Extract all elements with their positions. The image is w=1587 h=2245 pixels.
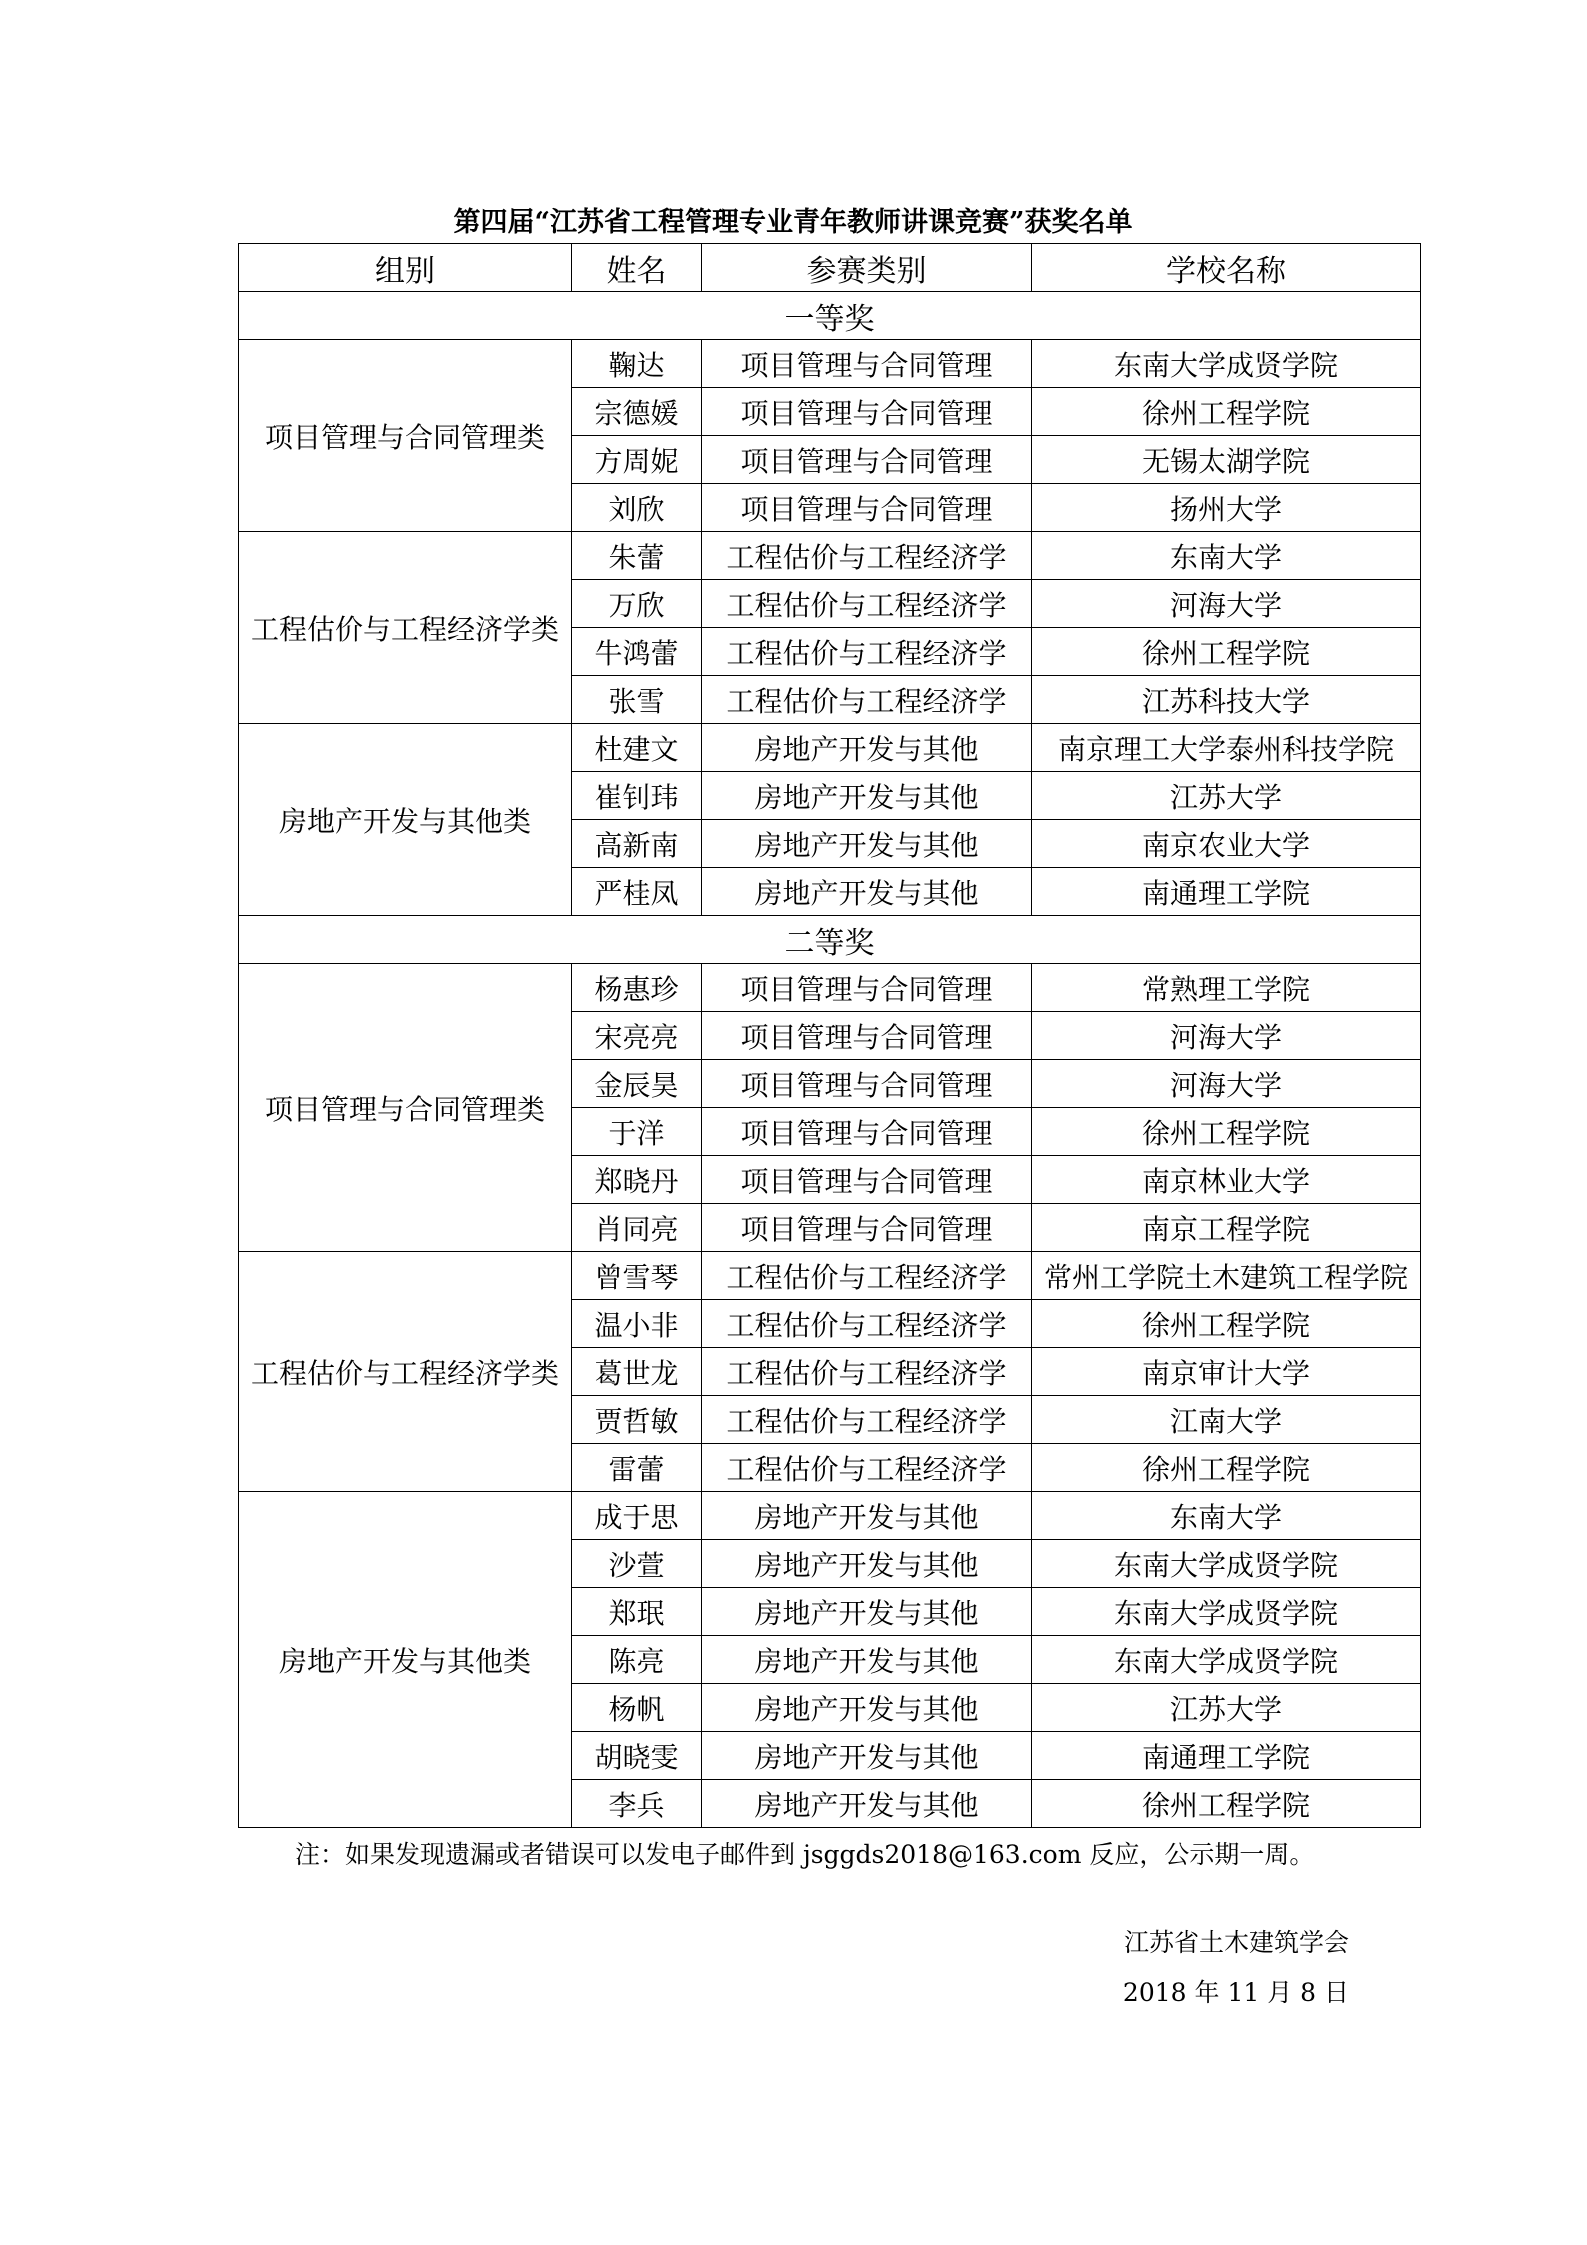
school-cell: 南京理工大学泰州科技学院 [1032,724,1421,772]
name-cell: 李兵 [572,1780,702,1828]
name-cell: 温小非 [572,1300,702,1348]
category-cell: 房地产开发与其他 [702,868,1032,916]
category-cell: 房地产开发与其他 [702,1780,1032,1828]
header-group: 组别 [239,244,572,292]
school-cell: 南京审计大学 [1032,1348,1421,1396]
category-cell: 项目管理与合同管理 [702,340,1032,388]
name-cell: 万欣 [572,580,702,628]
school-cell: 扬州大学 [1032,484,1421,532]
name-cell: 杜建文 [572,724,702,772]
school-cell: 南通理工学院 [1032,1732,1421,1780]
name-cell: 金辰昊 [572,1060,702,1108]
table-row [239,340,1421,388]
name-cell: 朱蕾 [572,532,702,580]
name-cell: 陈亮 [572,1636,702,1684]
category-cell: 工程估价与工程经济学 [702,1348,1032,1396]
name-cell: 牛鸿蕾 [572,628,702,676]
group-cell: 房地产开发与其他类 [239,724,572,916]
school-cell: 河海大学 [1032,1060,1421,1108]
category-cell: 房地产开发与其他 [702,1732,1032,1780]
name-cell: 肖同亮 [572,1204,702,1252]
table-row [239,532,1421,580]
name-cell: 鞠达 [572,340,702,388]
group-cell: 项目管理与合同管理类 [239,964,572,1252]
school-cell: 河海大学 [1032,1012,1421,1060]
category-cell: 工程估价与工程经济学 [702,676,1032,724]
category-cell: 工程估价与工程经济学 [702,1444,1032,1492]
table-row [239,964,1421,1012]
name-cell: 成于思 [572,1492,702,1540]
name-cell: 胡晓雯 [572,1732,702,1780]
header-school: 学校名称 [1032,244,1421,292]
name-cell: 严桂凤 [572,868,702,916]
name-cell: 沙萱 [572,1540,702,1588]
header-name: 姓名 [572,244,702,292]
name-cell: 雷蕾 [572,1444,702,1492]
name-cell: 贾哲敏 [572,1396,702,1444]
category-cell: 项目管理与合同管理 [702,1108,1032,1156]
award-level-row [239,916,1421,964]
school-cell: 江苏大学 [1032,1684,1421,1732]
school-cell: 江南大学 [1032,1396,1421,1444]
name-cell: 崔钊玮 [572,772,702,820]
award-table [238,243,1421,1828]
name-cell: 于洋 [572,1108,702,1156]
name-cell: 高新南 [572,820,702,868]
category-cell: 工程估价与工程经济学 [702,1396,1032,1444]
school-cell: 南京工程学院 [1032,1204,1421,1252]
group-cell: 项目管理与合同管理类 [239,340,572,532]
document-title: 第四届“江苏省工程管理专业青年教师讲课竞赛”获奖名单 [453,207,1133,238]
school-cell: 徐州工程学院 [1032,388,1421,436]
category-cell: 房地产开发与其他 [702,1492,1032,1540]
category-cell: 工程估价与工程经济学 [702,628,1032,676]
group-cell: 工程估价与工程经济学类 [239,1252,572,1492]
school-cell: 河海大学 [1032,580,1421,628]
name-cell: 宋亮亮 [572,1012,702,1060]
name-cell: 葛世龙 [572,1348,702,1396]
category-cell: 项目管理与合同管理 [702,1060,1032,1108]
award-level-label: 一等奖 [239,292,1421,340]
school-cell: 东南大学成贤学院 [1032,1636,1421,1684]
category-cell: 工程估价与工程经济学 [702,1300,1032,1348]
school-cell: 东南大学 [1032,532,1421,580]
category-cell: 房地产开发与其他 [702,724,1032,772]
name-cell: 张雪 [572,676,702,724]
school-cell: 无锡太湖学院 [1032,436,1421,484]
group-cell: 工程估价与工程经济学类 [239,532,572,724]
school-cell: 东南大学成贤学院 [1032,1588,1421,1636]
name-cell: 杨惠珍 [572,964,702,1012]
school-cell: 江苏大学 [1032,772,1421,820]
school-cell: 常熟理工学院 [1032,964,1421,1012]
name-cell: 曾雪琴 [572,1252,702,1300]
school-cell: 东南大学成贤学院 [1032,1540,1421,1588]
category-cell: 工程估价与工程经济学 [702,580,1032,628]
footnote: 注：如果发现遗漏或者错误可以发电子邮件到 jsggds2018@163.com 反应，公示期一周。 [295,1840,1315,1869]
group-cell: 房地产开发与其他类 [239,1492,572,1828]
name-cell: 郑晓丹 [572,1156,702,1204]
category-cell: 工程估价与工程经济学 [702,1252,1032,1300]
school-cell: 徐州工程学院 [1032,1300,1421,1348]
name-cell: 方周妮 [572,436,702,484]
name-cell: 宗德媛 [572,388,702,436]
school-cell: 常州工学院土木建筑工程学院 [1032,1252,1421,1300]
category-cell: 项目管理与合同管理 [702,436,1032,484]
name-cell: 杨帆 [572,1684,702,1732]
category-cell: 项目管理与合同管理 [702,1012,1032,1060]
category-cell: 项目管理与合同管理 [702,388,1032,436]
school-cell: 徐州工程学院 [1032,1780,1421,1828]
table-row [239,1252,1421,1300]
award-table-body [239,292,1421,1828]
issue-date: 2018 年 11 月 8 日 [1122,1978,1349,2007]
header-category: 参赛类别 [702,244,1032,292]
table-row [239,724,1421,772]
name-cell: 郑珉 [572,1588,702,1636]
school-cell: 南京农业大学 [1032,820,1421,868]
category-cell: 房地产开发与其他 [702,1636,1032,1684]
school-cell: 东南大学 [1032,1492,1421,1540]
school-cell: 徐州工程学院 [1032,628,1421,676]
school-cell: 南通理工学院 [1032,868,1421,916]
category-cell: 房地产开发与其他 [702,820,1032,868]
table-row [239,1492,1421,1540]
category-cell: 项目管理与合同管理 [702,1204,1032,1252]
category-cell: 房地产开发与其他 [702,1684,1032,1732]
school-cell: 南京林业大学 [1032,1156,1421,1204]
table-header-row [239,244,1421,292]
award-level-row [239,292,1421,340]
award-level-label: 二等奖 [239,916,1421,964]
issuer-signature: 江苏省土木建筑学会 [1123,1928,1349,1957]
category-cell: 房地产开发与其他 [702,1540,1032,1588]
category-cell: 项目管理与合同管理 [702,1156,1032,1204]
category-cell: 工程估价与工程经济学 [702,532,1032,580]
category-cell: 项目管理与合同管理 [702,484,1032,532]
school-cell: 江苏科技大学 [1032,676,1421,724]
category-cell: 房地产开发与其他 [702,1588,1032,1636]
school-cell: 徐州工程学院 [1032,1444,1421,1492]
school-cell: 徐州工程学院 [1032,1108,1421,1156]
category-cell: 项目管理与合同管理 [702,964,1032,1012]
school-cell: 东南大学成贤学院 [1032,340,1421,388]
name-cell: 刘欣 [572,484,702,532]
category-cell: 房地产开发与其他 [702,772,1032,820]
